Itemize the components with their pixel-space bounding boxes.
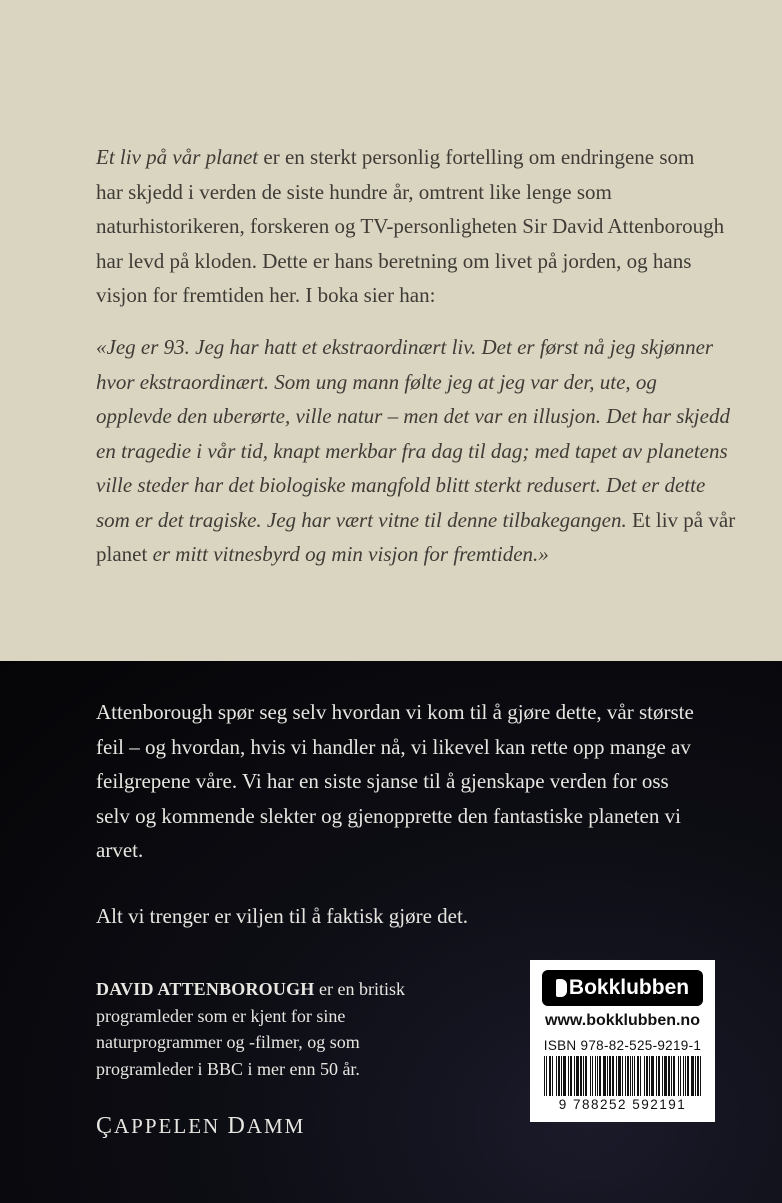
barcode-bar <box>649 1056 650 1096</box>
body-paragraph-1: Attenborough spør seg selv hvordan vi kom til å gjøre dette, vår største feil – og hvordan, hvis vi handler nå, vi likevel kan rette opp mange av feilgrepene våre. Vi har en siste sjanse til å gjenskape verden for oss selv og kommende slekter og gjenopprette den fantastiske planeten vi arvet. <box>96 700 694 862</box>
bokklubben-logo <box>542 970 703 1006</box>
barcode-bar <box>627 1056 629 1096</box>
bokklubben-name: Bokklubben <box>568 976 690 999</box>
barcode-bar <box>570 1056 572 1096</box>
quote-paragraph <box>96 330 736 572</box>
author-bio-text: er en britisk programleder som er kjent for sine naturprogrammer og -filmer, og som programleder i BBC i mer enn 50 år. <box>96 979 405 1079</box>
barcode-bar <box>616 1056 617 1096</box>
barcode-bar <box>640 1056 641 1096</box>
barcode-bar <box>603 1056 606 1096</box>
barcode-bar <box>668 1056 670 1096</box>
book-icon <box>556 979 567 997</box>
barcode-bar <box>695 1056 696 1096</box>
barcode-bar <box>700 1056 701 1096</box>
barcode-bar <box>546 1056 547 1096</box>
intro-book-title: Et liv på vår planet <box>96 145 259 169</box>
barcode-bar <box>664 1056 667 1096</box>
barcode-bar <box>609 1056 611 1096</box>
barcode-bar <box>622 1056 623 1096</box>
barcode-bar <box>646 1056 648 1096</box>
barcode-bar <box>568 1056 569 1096</box>
barcode-bar <box>658 1056 660 1096</box>
isbn-text: ISBN 978-82-525-9219-1 <box>543 1038 702 1053</box>
barcode-bar <box>592 1056 593 1096</box>
barcode-bar <box>563 1056 566 1096</box>
publisher-name-part1: APPELEN <box>114 1114 221 1138</box>
barcode-bar <box>574 1056 575 1096</box>
barcode-bar <box>583 1056 584 1096</box>
barcode-bar <box>656 1056 657 1096</box>
barcode-bar <box>558 1056 560 1096</box>
barcode-bar <box>544 1056 545 1096</box>
barcode-label <box>530 960 715 1122</box>
barcode-bar <box>671 1056 672 1096</box>
lower-panel <box>0 661 782 1203</box>
publisher-logo: ÇAPPELEN DAMM <box>96 1113 306 1139</box>
barcode-bar <box>673 1056 675 1096</box>
barcode-bar <box>599 1056 601 1096</box>
barcode-bar <box>549 1056 551 1096</box>
barcode-bar <box>552 1056 553 1096</box>
barcode-bar <box>561 1056 562 1096</box>
barcode-bar <box>618 1056 621 1096</box>
barcode-bar <box>590 1056 591 1096</box>
barcode-bar <box>685 1056 686 1096</box>
barcode-bar <box>691 1056 694 1096</box>
barcode-bar <box>556 1056 557 1096</box>
author-name: DAVID ATTENBOROUGH <box>96 979 315 999</box>
barcode-bar <box>576 1056 579 1096</box>
body-paragraph-2: Alt vi trenger er viljen til å faktisk gjøre det. <box>96 904 469 928</box>
barcode-number: 9 788252 592191 <box>558 1097 687 1112</box>
quote-book-title: Et liv på vår planet <box>96 507 736 566</box>
quote-part-1: «Jeg er 93. Jeg har hatt et ekstraordinært liv. Det er først nå jeg skjønner hvor ekstraordinært. Som ung mann følte jeg at jeg var der, ute, og opplevde den uberørte, ville natur – men det var en illusjon. Det har skjedd en tragedie i vår tid, knapt merkbar fra dag til dag; med tapet av planetens ville steder har det biologiske mangfold blitt sterkt redusert. Det er dette som er det tragiske. Jeg har vært vitne til denne tilbakegangen. <box>96 335 730 532</box>
bokklubben-url: www.bokklubben.no <box>545 1012 700 1029</box>
barcode-bar <box>683 1056 684 1096</box>
barcode-bar <box>662 1056 663 1096</box>
barcode-bar <box>678 1056 679 1096</box>
intro-text: er en sterkt personlig fortelling om endringene som har skjedd i verden de siste hundre år, omtrent like lenge som naturhistorikeren, forskeren og TV-personligheten Sir David Attenborough har levd på kloden. Dette er hans beretning om livet på jorden, og hans visjon for fremtiden her. I boka sier han: <box>96 145 725 307</box>
publisher-name-part2: AMM <box>246 1114 306 1138</box>
barcode-bar <box>637 1056 639 1096</box>
barcode-bar <box>687 1056 689 1096</box>
barcode-bar <box>680 1056 681 1096</box>
barcode-bar <box>595 1056 596 1096</box>
barcode-bars <box>544 1056 701 1096</box>
barcode-bar <box>585 1056 587 1096</box>
barcode-bar <box>597 1056 598 1096</box>
barcode-bar <box>630 1056 631 1096</box>
barcode-bar <box>632 1056 633 1096</box>
barcode-bar <box>644 1056 645 1096</box>
barcode-bar <box>607 1056 608 1096</box>
barcode-bar <box>625 1056 626 1096</box>
intro-paragraph <box>96 140 726 313</box>
barcode-bar <box>651 1056 654 1096</box>
barcode-bar <box>580 1056 582 1096</box>
quote-part-2: er mitt vitnesbyrd og min visjon for fremtiden.» <box>147 542 549 566</box>
author-bio <box>96 976 456 1082</box>
barcode-bar <box>697 1056 699 1096</box>
barcode-bar <box>612 1056 614 1096</box>
barcode-bar <box>634 1056 635 1096</box>
